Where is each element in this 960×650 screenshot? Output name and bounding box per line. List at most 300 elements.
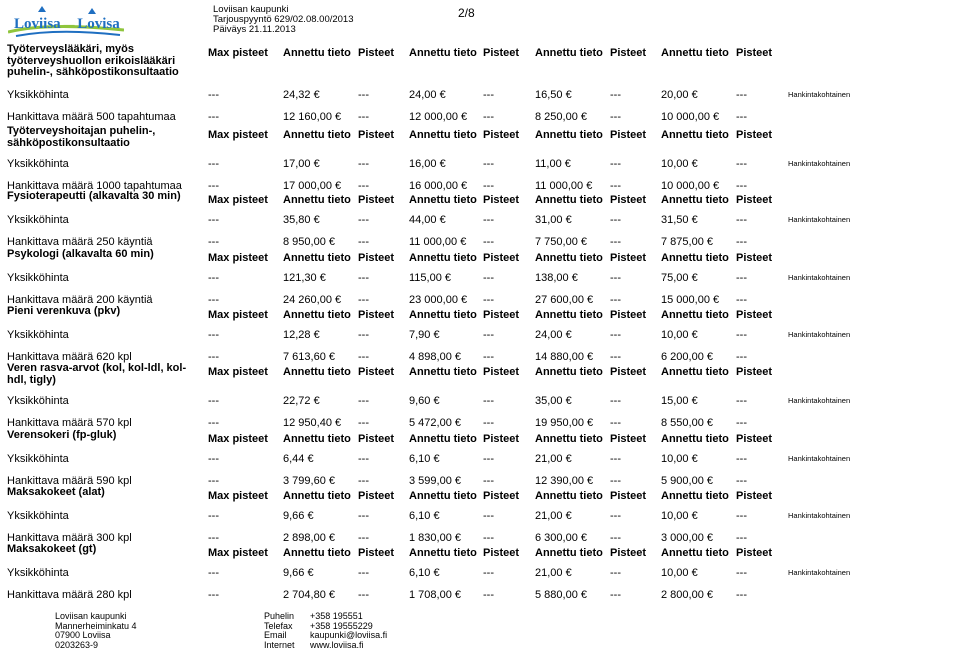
quantity-total-cell: --- [736,589,747,601]
column-header: Max pisteet [208,47,268,59]
quantity-total-cell: --- [610,236,621,248]
unit-price-cell: 75,00 € [661,272,698,284]
euro-icon: € [691,453,698,465]
euro-icon: € [454,532,461,544]
euro-icon: € [691,567,698,579]
footer-address-line: 07900 Loviisa [55,630,111,641]
column-header: Annettu tieto [661,129,729,141]
unit-price-cell: 31,00 € [535,214,572,226]
column-header: Pisteet [483,547,520,559]
unit-price-cell: 44,00 € [409,214,446,226]
unit-price-cell: --- [610,395,621,407]
unit-price-cell: --- [483,272,494,284]
unit-price-cell: --- [358,158,369,170]
euro-icon: € [307,453,314,465]
euro-icon: € [313,89,320,101]
loviisa-logo: Loviisa — Lovisa [8,2,124,40]
quantity-total-cell: --- [736,236,747,248]
quantity-total-cell: 10 000,00 € [661,180,720,192]
column-header: Annettu tieto [661,433,729,445]
column-header: Pisteet [358,547,395,559]
quantity-total-cell: --- [736,294,747,306]
column-header: Pisteet [483,366,520,378]
euro-icon: € [706,532,713,544]
unit-price-cell: --- [610,567,621,579]
euro-icon: € [328,236,335,248]
quantity-total-cell: --- [483,111,494,123]
column-header: Pisteet [736,47,773,59]
euro-icon: € [691,329,698,341]
column-header: Pisteet [610,252,647,264]
column-header: Pisteet [358,129,395,141]
footer-address-line: Loviisan kaupunki [55,611,127,621]
section-title: Työterveyshoitajan puhelin-, sähköpostikonsultaatio [7,125,156,149]
column-header: Pisteet [483,252,520,264]
euro-icon: € [439,89,446,101]
quantity-label: Hankittava määrä 250 käyntiä [7,236,153,248]
quantity-total-cell: --- [208,475,219,487]
euro-icon: € [335,111,342,123]
quantity-total-cell: --- [358,294,369,306]
quantity-total-cell: --- [358,532,369,544]
unit-price-cell: --- [358,395,369,407]
euro-icon: € [319,272,326,284]
quantity-total-cell: 17 000,00 € [283,180,342,192]
procurement-note: Hankintakohtainen [788,568,851,577]
euro-icon: € [691,395,698,407]
column-header: Annettu tieto [535,252,603,264]
euro-icon: € [439,214,446,226]
quantity-total-cell: --- [736,180,747,192]
unit-price-cell: --- [610,272,621,284]
quantity-label: Hankittava määrä 200 käyntiä [7,294,153,306]
column-header: Pisteet [610,366,647,378]
column-header: Annettu tieto [409,47,477,59]
procurement-note: Hankintakohtainen [788,511,851,520]
euro-icon: € [571,272,578,284]
footer-contact-labels [264,612,295,650]
quantity-total-cell: 11 000,00 € [535,180,593,192]
quantity-total-cell: --- [736,532,747,544]
quantity-total-cell: 4 898,00 € [409,351,461,363]
euro-icon: € [461,294,468,306]
footer-fax: +358 19555229 [310,620,373,631]
column-header: Max pisteet [208,490,268,502]
column-header: Annettu tieto [661,194,729,206]
column-header: Annettu tieto [283,433,351,445]
quantity-total-cell: --- [610,589,621,601]
euro-icon: € [307,567,314,579]
column-header: Max pisteet [208,366,268,378]
quantity-total-cell: --- [610,111,621,123]
quantity-total-cell: --- [208,417,219,429]
euro-icon: € [580,532,587,544]
euro-icon: € [706,236,713,248]
column-header: Max pisteet [208,309,268,321]
unit-price-cell: --- [208,272,219,284]
unit-price-cell: --- [208,214,219,226]
column-header: Pisteet [610,129,647,141]
unit-price-cell: 31,50 € [661,214,698,226]
quantity-total-cell: 8 250,00 € [535,111,587,123]
euro-icon: € [313,214,320,226]
footer-phone: +358 195551 [310,611,363,621]
quantity-label: Hankittava määrä 300 kpl [7,532,132,544]
quantity-label: Hankittava määrä 620 kpl [7,351,132,363]
unit-price-cell: 121,30 € [283,272,326,284]
quantity-total-cell: 8 550,00 € [661,417,713,429]
euro-icon: € [454,417,461,429]
unit-price-cell: 17,00 € [283,158,320,170]
section-title: Maksakokeet (gt) [7,543,97,555]
procurement-note: Hankintakohtainen [788,396,851,405]
unit-price-cell: --- [208,453,219,465]
euro-icon: € [433,395,440,407]
column-header: Annettu tieto [661,366,729,378]
unit-price-cell: 6,44 € [283,453,314,465]
quantity-total-cell: 5 900,00 € [661,475,713,487]
unit-price-cell: --- [610,453,621,465]
euro-icon: € [691,510,698,522]
unit-price-cell: 21,00 € [535,453,572,465]
quantity-total-cell: 2 898,00 € [283,532,335,544]
quantity-total-cell: --- [483,532,494,544]
unit-price-cell: 6,10 € [409,510,440,522]
quantity-total-cell: 12 950,40 € [283,417,342,429]
column-header: Annettu tieto [283,547,351,559]
euro-icon: € [335,180,342,192]
euro-icon: € [307,510,314,522]
unit-price-cell: 10,00 € [661,158,698,170]
quantity-label: Hankittava määrä 590 kpl [7,475,132,487]
euro-icon: € [580,589,587,601]
euro-icon: € [706,417,713,429]
footer-email-link[interactable]: kaupunki@loviisa.fi [310,630,388,641]
unit-price-label: Yksikköhinta [7,272,69,284]
column-header: Annettu tieto [661,252,729,264]
unit-price-cell: --- [208,395,219,407]
quantity-total-cell: --- [358,351,369,363]
euro-icon: € [565,329,572,341]
euro-icon: € [328,351,335,363]
euro-icon: € [565,89,572,101]
euro-icon: € [433,567,440,579]
quantity-label: Hankittava määrä 500 tapahtumaa [7,111,176,123]
column-header: Pisteet [358,433,395,445]
quantity-total-cell: 12 000,00 € [409,111,468,123]
quantity-total-cell: 7 613,60 € [283,351,335,363]
unit-price-cell: --- [483,214,494,226]
column-header: Annettu tieto [661,490,729,502]
column-header: Max pisteet [208,547,268,559]
quantity-total-cell: 3 599,00 € [409,475,461,487]
euro-icon: € [691,214,698,226]
unit-price-cell: --- [483,510,494,522]
unit-price-cell: 21,00 € [535,567,572,579]
unit-price-cell: 7,90 € [409,329,440,341]
euro-icon: € [691,272,698,284]
column-header: Annettu tieto [409,547,477,559]
unit-price-cell: 10,00 € [661,567,698,579]
column-header: Max pisteet [208,129,268,141]
unit-price-cell: --- [208,510,219,522]
quantity-total-cell: --- [208,351,219,363]
section-title: Pieni verenkuva (pkv) [7,305,121,317]
unit-price-cell: --- [483,453,494,465]
unit-price-cell: 35,80 € [283,214,320,226]
quantity-total-cell: --- [610,180,621,192]
footer-address-line: Mannerheiminkatu 4 [55,620,137,631]
euro-icon: € [587,417,594,429]
unit-price-cell: --- [358,89,369,101]
page-number: 2/8 [458,6,475,20]
euro-icon: € [587,294,594,306]
footer-label: Internet [264,639,295,650]
unit-price-cell: --- [610,214,621,226]
euro-icon: € [565,510,572,522]
unit-price-cell: --- [610,89,621,101]
quantity-total-cell: --- [358,589,369,601]
quantity-total-cell: --- [610,532,621,544]
unit-price-cell: --- [358,214,369,226]
section-title: Psykologi (alkavalta 60 min) [7,248,154,260]
euro-icon: € [580,111,587,123]
column-header: Pisteet [736,309,773,321]
column-header: Pisteet [736,433,773,445]
section-title: Veren rasva-arvot (kol, kol-ldl, kol-hdl, tigly) [7,362,187,386]
euro-icon: € [335,294,342,306]
unit-price-cell: --- [736,158,747,170]
quantity-total-cell: 1 708,00 € [409,589,461,601]
column-header: Annettu tieto [283,490,351,502]
quantity-total-cell: 12 160,00 € [283,111,342,123]
quantity-total-cell: 2 800,00 € [661,589,713,601]
euro-icon: € [713,294,720,306]
euro-icon: € [713,180,720,192]
column-header: Annettu tieto [409,433,477,445]
unit-price-cell: 15,00 € [661,395,698,407]
unit-price-cell: --- [736,395,747,407]
header-org: Loviisan kaupunki [213,4,289,15]
quantity-total-cell: 14 880,00 € [535,351,594,363]
unit-price-cell: 115,00 € [409,272,452,284]
euro-icon: € [565,567,572,579]
quantity-total-cell: --- [358,111,369,123]
unit-price-cell: 138,00 € [535,272,578,284]
euro-icon: € [454,351,461,363]
unit-price-cell: 35,00 € [535,395,572,407]
euro-icon: € [461,180,468,192]
unit-price-cell: --- [610,158,621,170]
unit-price-cell: --- [358,272,369,284]
column-header: Pisteet [358,490,395,502]
euro-icon: € [454,589,461,601]
quantity-total-cell: --- [736,111,747,123]
unit-price-cell: 10,00 € [661,510,698,522]
unit-price-cell: --- [208,89,219,101]
procurement-note: Hankintakohtainen [788,215,851,224]
quantity-total-cell: --- [610,351,621,363]
quantity-total-cell: 15 000,00 € [661,294,720,306]
unit-price-label: Yksikköhinta [7,158,69,170]
column-header: Annettu tieto [535,433,603,445]
unit-price-cell: 24,00 € [535,329,572,341]
unit-price-cell: --- [358,567,369,579]
column-header: Annettu tieto [409,490,477,502]
procurement-note: Hankintakohtainen [788,454,851,463]
quantity-total-cell: --- [483,351,494,363]
unit-price-cell: 16,50 € [535,89,572,101]
quantity-total-cell: 3 000,00 € [661,532,713,544]
unit-price-label: Yksikköhinta [7,89,69,101]
quantity-total-cell: --- [610,294,621,306]
quantity-total-cell: 11 000,00 € [409,236,467,248]
unit-price-cell: 6,10 € [409,567,440,579]
column-header: Pisteet [610,433,647,445]
unit-price-cell: --- [610,329,621,341]
euro-icon: € [461,111,468,123]
logo-text-primary: Loviisa [14,16,61,32]
column-header: Annettu tieto [283,194,351,206]
column-header: Pisteet [358,252,395,264]
quantity-total-cell: --- [483,180,494,192]
section-title: Työterveyslääkäri, myös työterveyshuollon erikoislääkäri puhelin-, sähköpostikonsultaatio [7,43,179,78]
quantity-total-cell: --- [208,111,219,123]
quantity-label: Hankittava määrä 1000 tapahtumaa [7,180,182,192]
column-header: Annettu tieto [409,309,477,321]
column-header: Pisteet [610,309,647,321]
euro-icon: € [587,475,594,487]
column-header: Pisteet [736,129,773,141]
euro-icon: € [328,532,335,544]
quantity-total-cell: --- [736,475,747,487]
header-date: Päiväys 21.11.2013 [213,24,296,35]
euro-icon: € [439,158,446,170]
quantity-total-cell: --- [483,475,494,487]
unit-price-cell: 16,00 € [409,158,446,170]
document-header [213,5,354,35]
procurement-note: Hankintakohtainen [788,330,851,339]
logo-text-secondary: Lovisa [77,16,120,32]
section-title: Verensokeri (fp-gluk) [7,429,117,441]
unit-price-cell: --- [736,453,747,465]
quantity-total-cell: --- [358,417,369,429]
euro-icon: € [691,158,698,170]
quantity-total-cell: --- [736,417,747,429]
quantity-total-cell: --- [208,532,219,544]
section-title: Maksakokeet (alat) [7,486,105,498]
unit-price-cell: 9,66 € [283,567,314,579]
column-header: Pisteet [610,47,647,59]
quantity-total-cell: 19 950,00 € [535,417,594,429]
euro-icon: € [586,180,593,192]
column-header: Annettu tieto [535,366,603,378]
euro-icon: € [433,329,440,341]
unit-price-cell: 6,10 € [409,453,440,465]
quantity-total-cell: 3 799,60 € [283,475,335,487]
column-header: Pisteet [483,490,520,502]
column-header: Pisteet [483,47,520,59]
unit-price-cell: --- [483,329,494,341]
procurement-note: Hankintakohtainen [788,273,851,282]
quantity-total-cell: 23 000,00 € [409,294,468,306]
unit-price-cell: 12,28 € [283,329,320,341]
quantity-total-cell: 10 000,00 € [661,111,720,123]
column-header: Annettu tieto [409,129,477,141]
column-header: Max pisteet [208,433,268,445]
footer-website-link[interactable]: www.loviisa.fi [310,639,364,650]
unit-price-label: Yksikköhinta [7,567,69,579]
euro-icon: € [565,395,572,407]
column-header: Pisteet [736,252,773,264]
unit-price-cell: 9,66 € [283,510,314,522]
euro-icon: € [565,453,572,465]
footer-contact-values [310,612,387,650]
euro-icon: € [313,395,320,407]
quantity-total-cell: --- [208,589,219,601]
unit-price-label: Yksikköhinta [7,510,69,522]
unit-price-cell: --- [736,89,747,101]
euro-icon: € [313,158,320,170]
quantity-total-cell: 6 300,00 € [535,532,587,544]
unit-price-cell: 9,60 € [409,395,440,407]
quantity-total-cell: --- [483,417,494,429]
euro-icon: € [706,589,713,601]
column-header: Annettu tieto [283,252,351,264]
quantity-total-cell: --- [483,294,494,306]
quantity-total-cell: --- [610,475,621,487]
unit-price-cell: --- [483,158,494,170]
euro-icon: € [313,329,320,341]
column-header: Annettu tieto [661,547,729,559]
unit-price-cell: 21,00 € [535,510,572,522]
unit-price-cell: --- [208,158,219,170]
column-header: Pisteet [610,490,647,502]
unit-price-cell: 10,00 € [661,329,698,341]
unit-price-cell: --- [736,567,747,579]
quantity-total-cell: --- [358,475,369,487]
section-title: Fysioterapeutti (alkavalta 30 min) [7,190,181,202]
column-header: Annettu tieto [535,547,603,559]
column-header: Annettu tieto [283,366,351,378]
column-header: Pisteet [483,129,520,141]
unit-price-cell: 24,00 € [409,89,446,101]
quantity-total-cell: --- [483,236,494,248]
procurement-note: Hankintakohtainen [788,90,851,99]
unit-price-cell: 24,32 € [283,89,320,101]
quantity-total-cell: 7 875,00 € [661,236,713,248]
unit-price-cell: 20,00 € [661,89,698,101]
unit-price-cell: --- [208,567,219,579]
unit-price-cell: --- [736,510,747,522]
euro-icon: € [335,417,342,429]
column-header: Pisteet [736,547,773,559]
unit-price-cell: --- [358,329,369,341]
euro-icon: € [706,351,713,363]
euro-icon: € [444,272,452,284]
quantity-total-cell: --- [358,180,369,192]
column-header: Annettu tieto [535,194,603,206]
column-header: Pisteet [483,433,520,445]
euro-icon: € [328,475,335,487]
unit-price-cell: --- [358,453,369,465]
column-header: Annettu tieto [409,252,477,264]
quantity-total-cell: --- [610,417,621,429]
euro-icon: € [580,236,587,248]
quantity-total-cell: 7 750,00 € [535,236,587,248]
footer-address [55,612,137,650]
quantity-total-cell: --- [208,294,219,306]
